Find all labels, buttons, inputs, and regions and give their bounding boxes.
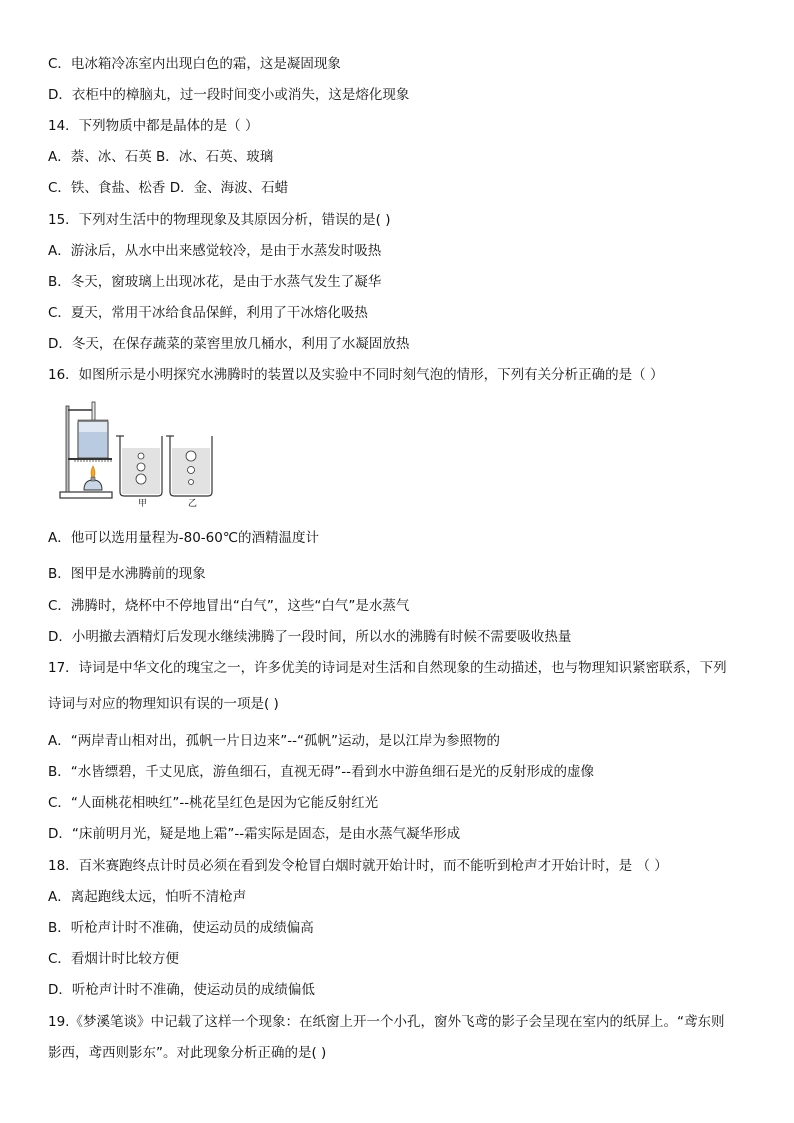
option-16-a: A．他可以选用量程为-80-60℃的酒精温度计 [48, 530, 319, 546]
question-17-line2: 诗词与对应的物理知识有误的一项是( ) [48, 696, 279, 712]
question-14: 14．下列物质中都是晶体的是（ ） [48, 118, 259, 134]
option-17-a: A．“两岸青山相对出，孤帆一片日边来”--“孤帆”运动，是以江岸为参照物的 [48, 733, 500, 749]
option-16-b: B．图甲是水沸腾前的现象 [48, 566, 206, 582]
option-17-c: C．“人面桃花相映红”--桃花呈红色是因为它能反射红光 [48, 795, 379, 811]
question-19-line2: 影西，鸢西则影东”。对此现象分析正确的是( ) [48, 1045, 327, 1061]
boiling-experiment-figure [58, 398, 218, 508]
question-17-line1: 17．诗词是中华文化的瑰宝之一，许多优美的诗词是对生活和自然现象的生动描述，也与物理知识紧密联系，下列 [48, 660, 727, 676]
question-19-line1: 19.《梦溪笔谈》中记载了这样一个现象：在纸窗上开一个小孔，窗外飞鸢的影子会呈现在室内的纸屏上。“鸢东则 [48, 1014, 725, 1030]
option-16-c: C．沸腾时，烧杯中不停地冒出“白气”，这些“白气”是水蒸气 [48, 598, 410, 614]
option-18-b: B．听枪声计时不准确，使运动员的成绩偏高 [48, 920, 314, 936]
option-18-d: D．听枪声计时不准确，使运动员的成绩偏低 [48, 982, 315, 998]
options-14-cd: C．铁、食盐、松香 D．金、海波、石蜡 [48, 180, 289, 196]
option-15-b: B．冬天，窗玻璃上出现冰花，是由于水蒸气发生了凝华 [48, 274, 382, 290]
question-18: 18．百米赛跑终点计时员必须在看到发令枪冒白烟时就开始计时，而不能听到枪声才开始计时，是 （ ） [48, 858, 668, 874]
question-15: 15．下列对生活中的物理现象及其原因分析，错误的是( ) [48, 212, 391, 228]
option-13-c: C．电冰箱冷冻室内出现白色的霜，这是凝固现象 [48, 56, 341, 72]
question-16: 16．如图所示是小明探究水沸腾时的装置以及实验中不同时刻气泡的情形，下列有关分析正确的是（ ） [48, 367, 664, 383]
label-jia: 甲 [138, 499, 148, 508]
option-17-b: B．“水皆缥碧，千丈见底，游鱼细石，直视无碍”--看到水中游鱼细石是光的反射形成的虚像 [48, 764, 594, 780]
option-15-d: D．冬天，在保存蔬菜的菜窖里放几桶水，利用了水凝固放热 [48, 336, 410, 352]
label-yi: 乙 [188, 499, 198, 508]
option-15-c: C．夏天，常用干冰给食品保鲜，利用了干冰熔化吸热 [48, 305, 368, 321]
option-18-c: C．看烟计时比较方便 [48, 951, 179, 967]
option-18-a: A．离起跑线太远，怕听不清枪声 [48, 889, 247, 905]
option-15-a: A．游泳后，从水中出来感觉较冷，是由于水蒸发时吸热 [48, 243, 382, 259]
options-14-ab: A．萘、冰、石英 B．冰、石英、玻璃 [48, 149, 274, 165]
apparatus-diagram [58, 398, 218, 508]
option-13-d: D．衣柜中的樟脑丸，过一段时间变小或消失，这是熔化现象 [48, 87, 410, 103]
option-16-d: D．小明撤去酒精灯后发现水继续沸腾了一段时间，所以水的沸腾有时候不需要吸收热量 [48, 629, 572, 645]
option-17-d: D．“床前明月光，疑是地上霜”--霜实际是固态，是由水蒸气凝华形成 [48, 826, 461, 842]
